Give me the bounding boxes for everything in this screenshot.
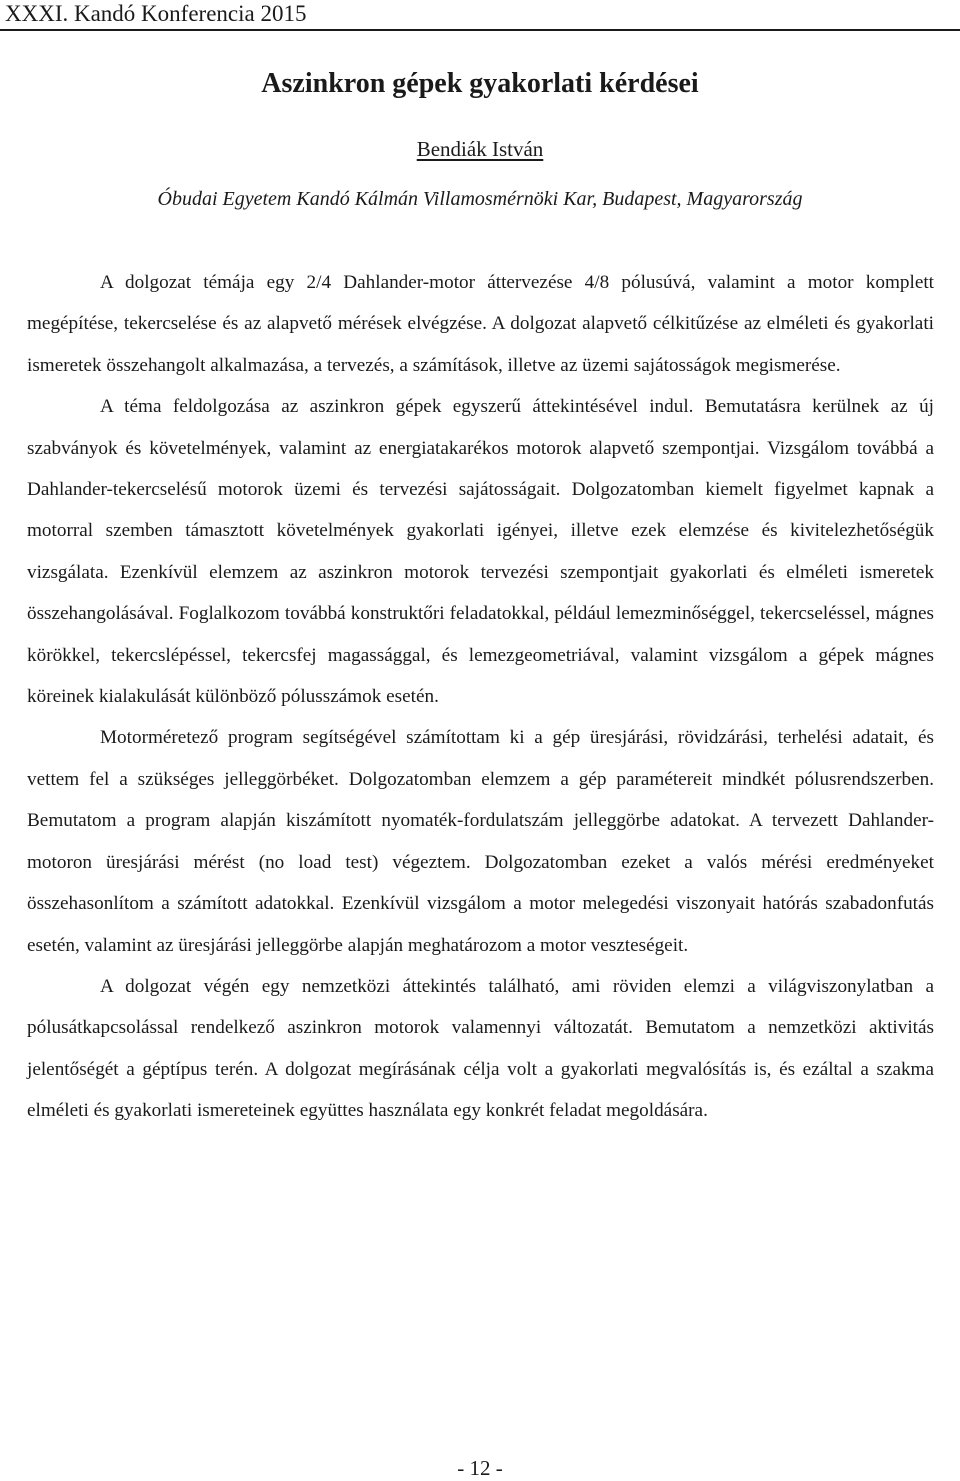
author-affiliation: Óbudai Egyetem Kandó Kálmán Villamosmérnöki Kar, Budapest, Magyarország — [157, 188, 803, 210]
paragraph-4: A dolgozat végén egy nemzetközi áttekintés található, ami röviden elemzi a világviszonylatban a pólusátkapcsolással rendelkező aszinkron motorok valamennyi változatát. Bemutatom a nemzetközi aktivitás jelentőségét a géptípus terén. A dolgozat megírásának célja volt a gyakorlati megvalósítás is, és ezáltal a szakma elméleti és gyakorlati ismereteinek együttes használata egy konkrét feladat megoldására. — [27, 975, 934, 1122]
running-title: XXXI. Kandó Konferencia 2015 — [5, 1, 307, 26]
paragraph-2: A téma feldolgozása az aszinkron gépek egyszerű áttekintésével indul. Bemutatásra kerülnek az új szabványok és követelmények, valamint az energiatakarékos motorok alapvető szempontjai. Vizsgálom továbbá a Dahlander-tekercselésű motorok üzemi és tervezési sajátosságait. Dolgozatomban kiemelt figyelmet kapnak a motorral szemben támasztott követelmények gyakorlati igényei, illetve ezek elemzése és kivitelezhetőségük vizsgálata. Ezenkívül elemzem az aszinkron motorok tervezési szempontjait gyakorlati és elméleti ismeretek összehangolásával. Foglalkozom továbbá konstruktőri feladatokkal, például lemezminőséggel, tekercseléssel, mágnes körökkel, tekercslépéssel, tekercsfej magassággal, és lemezgeometriával, valamint vizsgálom a gépek mágnes köreinek kialakulását különböző pólusszámok esetén. — [27, 396, 934, 708]
abstract-body — [27, 262, 934, 1132]
paragraph-3: Motorméretező program segítségével számítottam ki a gép üresjárási, rövidzárási, terhelési adatait, és vettem fel a szükséges jelleggörbéket. Dolgozatomban elemzem a gép paramétereit mindkét pólusrendszerben. Bemutatom a program alapján kiszámított nyomaték-fordulatszám jelleggörbe adatokat. A tervezett Dahlander-motoron üresjárási mérést (no load test) végeztem. Dolgozatomban ezeket a valós mérési eredményeket összehasonlítom a számított adatokkal. Ezenkívül vizsgálom a motor melegedési viszonyait hatórás szabadonfutás esetén, valamint az üresjárási jelleggörbe alapján meghatározom a motor veszteségeit. — [27, 727, 934, 956]
running-header — [0, 0, 960, 32]
author-name: Bendiák István — [416, 137, 544, 161]
page-number: - 12 - — [457, 1456, 503, 1480]
paper-title: Aszinkron gépek gyakorlati kérdései — [261, 68, 699, 99]
paragraph-1: A dolgozat témája egy 2/4 Dahlander-motor áttervezése 4/8 pólusúvá, valamint a motor komplett megépítése, tekercselése és az alapvető mérések elvégzése. A dolgozat alapvető célkitűzése az elméleti és gyakorlati ismeretek összehangolt alkalmazása, a tervezés, a számítások, illetve az üzemi sajátosságok megismerése. — [27, 272, 934, 376]
header-rule — [0, 29, 960, 31]
